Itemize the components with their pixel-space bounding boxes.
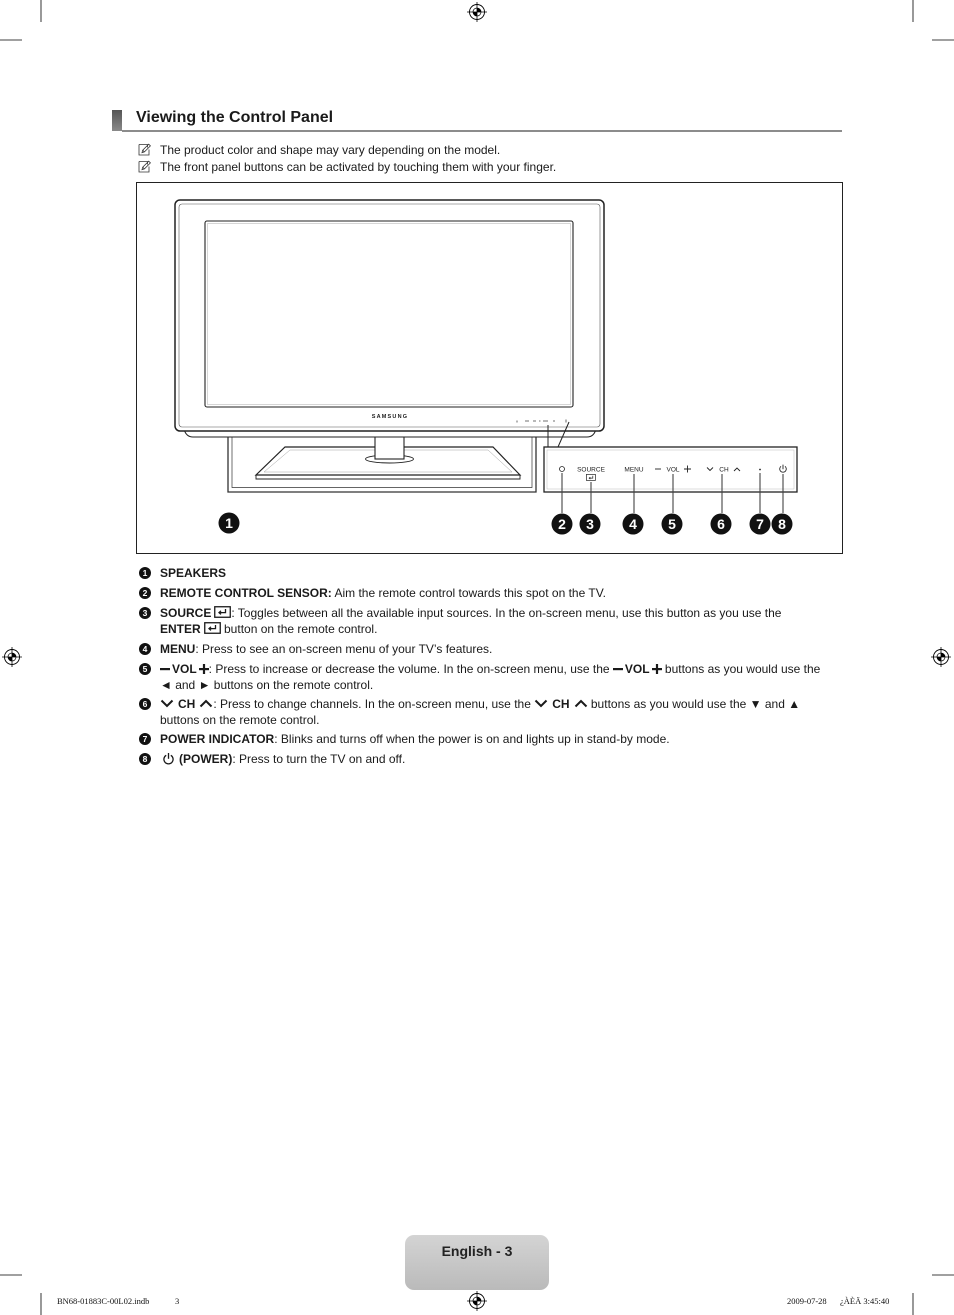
legend-number: 7 [139,733,151,745]
slug-file: BN68-01883C-00L02.indb [57,1296,150,1306]
panel-menu-label: MENU [624,466,644,474]
legend-text: : Press to turn the TV on and off. [232,752,406,766]
callout-number: 7 [756,516,764,532]
panel-vol-label: VOL [666,466,680,474]
callout-number: 3 [586,516,594,532]
legend-line [160,712,800,728]
legend-label: SPEAKERS [160,566,227,580]
registration-mark-icon [2,647,22,667]
section-title: Viewing the Control Panel [136,109,334,126]
callout-6 [711,514,732,535]
callout-number: 1 [225,515,233,531]
front-control-panel [544,447,797,492]
enter-icon [204,622,221,634]
tv-brand-logo: SAMSUNG [371,414,409,420]
chevron-down-icon [160,699,174,708]
legend-text: Aim the remote control towards this spot on the TV. [331,586,606,600]
legend-text: buttons as you would use the ▼ and ▲ [587,697,801,711]
note-text: The front panel buttons can be activated by touching them with your finger. [160,160,557,174]
legend-line [160,677,820,693]
note-icon [138,143,151,156]
legend-line [160,605,781,621]
legend-line [160,585,606,601]
registration-mark-icon [467,1291,487,1311]
legend-number: 8 [139,753,151,765]
legend-number: 5 [139,663,151,675]
legend-text: ◄ and ► buttons on the remote control. [160,678,374,692]
legend-text: : Toggles between all the available input sources. In the on-screen menu, use this button as you use the [231,606,782,620]
registration-mark-icon [931,647,951,667]
legend-number: 1 [139,567,151,579]
legend-text: buttons as you would use the [661,662,821,676]
legend-line [160,751,405,767]
control-panel-figure [136,182,843,554]
callout-4 [623,514,644,535]
legend-line [160,621,781,637]
callout-8 [772,514,793,535]
legend-text: button on the remote control. [220,622,378,636]
panel-ch-label: CH [719,466,729,474]
legend-label: MENU [160,642,196,656]
minus-icon [160,664,170,674]
legend-line [160,565,226,581]
legend-label: REMOTE CONTROL SENSOR: [160,586,332,600]
chevron-down-icon [534,699,548,708]
legend-number: 2 [139,587,151,599]
callout-7 [750,514,771,535]
legend-text: : Press to increase or decrease the volume. In the on-screen menu, use the [208,662,613,676]
legend-label: VOL [624,662,650,676]
input-source-icon [214,606,231,618]
legend-line [160,641,492,657]
minus-icon [613,664,623,674]
legend-number: 3 [139,607,151,619]
heading-rule [122,130,842,132]
note-icon [138,160,151,173]
chevron-up-icon [199,699,213,708]
legend-label: SOURCE [160,606,212,620]
power-icon [162,752,175,765]
callout-number: 6 [717,516,725,532]
callout-number: 5 [668,516,676,532]
legend-text: buttons on the remote control. [160,713,320,727]
tv-screen [205,221,573,407]
legend-number: 4 [139,643,151,655]
chevron-up-icon [574,699,588,708]
callout-number: 8 [778,516,786,532]
slug-date: 2009-07-28 [787,1296,827,1306]
plus-icon [652,664,662,674]
note-text: The product color and shape may vary depending on the model. [160,143,501,157]
legend-label: ENTER [160,622,201,636]
legend-line [160,731,670,747]
panel-source-label: SOURCE [577,466,605,474]
legend-text: : Press to see an on-screen menu of your TV’s features. [195,642,493,656]
legend-label: CH [552,697,570,711]
plus-icon [199,664,209,674]
slug-page: 3 [175,1296,180,1306]
legend-label: (POWER) [179,752,233,766]
registration-mark-icon [467,2,487,22]
heading-bar [112,110,122,131]
power-indicator-icon [759,469,761,471]
note [138,142,838,158]
legend-line [160,661,820,677]
callout-5 [662,514,683,535]
legend-text: : Blinks and turns off when the power is on and lights up in stand-by mode. [274,732,670,746]
legend-label: CH [178,697,196,711]
page-number-tab [405,1235,549,1290]
slug-time: ¿ÀÈÄ 3:45:40 [840,1296,890,1306]
legend-label: VOL [172,662,197,676]
note [138,159,838,175]
callout-1 [219,513,240,534]
legend-line [160,696,800,712]
page-label: English - 3 [441,1243,513,1259]
callout-2 [552,514,573,535]
callout-number: 4 [629,516,637,532]
legend-number: 6 [139,698,151,710]
legend-text: : Press to change channels. In the on-screen menu, use the [213,697,535,711]
callout-3 [580,514,601,535]
tv-body [175,200,604,437]
legend-label: POWER INDICATOR [160,732,275,746]
callout-number: 2 [558,516,566,532]
